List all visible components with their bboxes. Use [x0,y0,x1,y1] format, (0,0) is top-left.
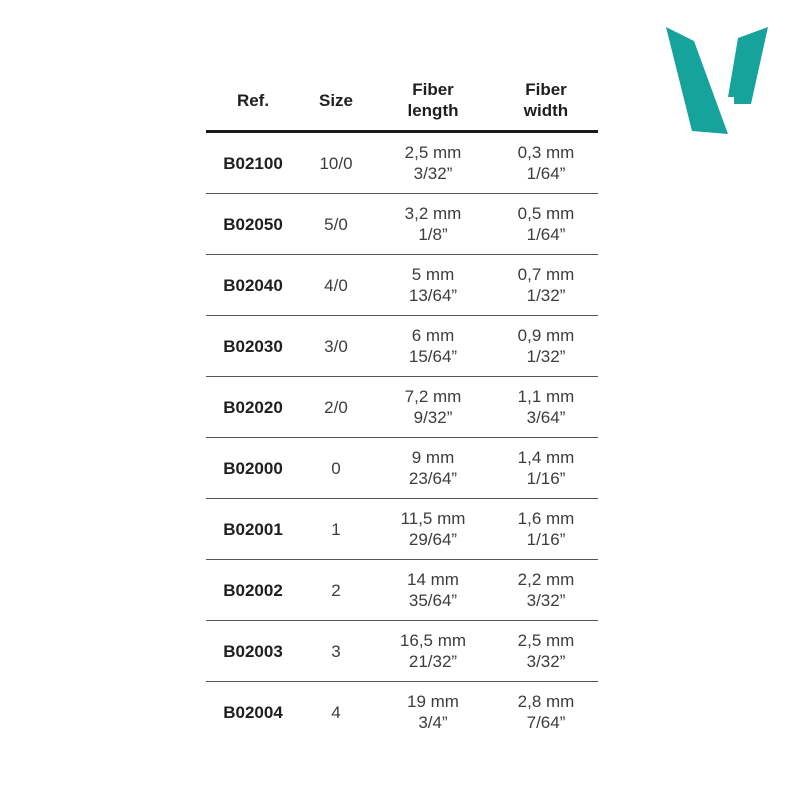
fiber-width-mm: 2,2 mm [517,570,575,589]
fiber-width-mm: 2,8 mm [517,692,575,711]
ref-cell: B02050 [206,194,300,255]
fiber-width-cell [494,560,598,621]
size-cell: 0 [300,438,372,499]
fiber-length-header-line2: length [407,101,459,120]
fiber-width-inches: 1/16” [526,469,566,488]
fiber-width-mm: 0,5 mm [517,204,575,223]
size-cell: 10/0 [300,132,372,194]
table-row [206,255,598,316]
fiber-length-cell [372,194,494,255]
fiber-width-cell [494,255,598,316]
fiber-length-mm: 14 mm [407,570,459,589]
fiber-length-mm: 2,5 mm [404,143,462,162]
v-logo-left-stroke [666,27,728,134]
table-row [206,377,598,438]
table-header [206,70,598,132]
fiber-length-inches: 15/64” [408,347,458,366]
fiber-length-mm: 19 mm [407,692,459,711]
fiber-length-column-header [372,70,494,132]
table-row [206,682,598,743]
fiber-width-mm: 0,3 mm [517,143,575,162]
v-logo-icon [655,20,780,140]
size-cell: 2 [300,560,372,621]
ref-cell: B02002 [206,560,300,621]
v-logo-right-stroke [728,27,768,104]
fiber-length-mm: 3,2 mm [404,204,462,223]
fiber-width-header-line1: Fiber [525,80,567,99]
fiber-length-mm: 16,5 mm [399,631,467,650]
ref-cell: B02001 [206,499,300,560]
fiber-length-inches: 29/64” [408,530,458,549]
fiber-width-cell [494,682,598,743]
fiber-length-inches: 3/4” [418,713,448,732]
fiber-length-cell [372,255,494,316]
ref-cell: B02000 [206,438,300,499]
fiber-length-cell [372,560,494,621]
fiber-length-cell [372,377,494,438]
fiber-width-cell [494,316,598,377]
fiber-width-cell [494,438,598,499]
fiber-width-cell [494,132,598,194]
fiber-width-mm: 1,1 mm [517,387,575,406]
fiber-width-inches: 3/64” [526,408,566,427]
table-body [206,132,598,743]
ref-cell: B02003 [206,621,300,682]
size-cell: 3 [300,621,372,682]
fiber-length-mm: 5 mm [411,265,455,284]
table-row [206,621,598,682]
fiber-width-cell [494,377,598,438]
ref-cell: B02020 [206,377,300,438]
size-cell: 2/0 [300,377,372,438]
size-cell: 5/0 [300,194,372,255]
fiber-length-cell [372,438,494,499]
fiber-length-mm: 9 mm [411,448,455,467]
spec-table-container [206,70,598,742]
fiber-width-mm: 0,9 mm [517,326,575,345]
table-row [206,438,598,499]
table-row [206,194,598,255]
fiber-length-cell [372,499,494,560]
fiber-width-mm: 1,4 mm [517,448,575,467]
table-row [206,499,598,560]
fiber-spec-table [206,70,598,742]
fiber-width-mm: 2,5 mm [517,631,575,650]
fiber-width-inches: 7/64” [526,713,566,732]
ref-cell: B02100 [206,132,300,194]
fiber-width-cell [494,194,598,255]
fiber-width-inches: 1/32” [526,347,566,366]
fiber-width-cell [494,499,598,560]
fiber-width-inches: 3/32” [526,652,566,671]
fiber-length-inches: 23/64” [408,469,458,488]
fiber-width-mm: 0,7 mm [517,265,575,284]
table-row [206,316,598,377]
size-cell: 1 [300,499,372,560]
fiber-length-inches: 9/32” [413,408,453,427]
size-column-header: Size [300,70,372,132]
fiber-length-header-line1: Fiber [412,80,454,99]
ref-column-header: Ref. [206,70,300,132]
fiber-width-mm: 1,6 mm [517,509,575,528]
fiber-width-cell [494,621,598,682]
fiber-length-inches: 35/64” [408,591,458,610]
fiber-length-mm: 7,2 mm [404,387,462,406]
fiber-width-inches: 1/64” [526,225,566,244]
fiber-width-inches: 1/16” [526,530,566,549]
ref-cell: B02040 [206,255,300,316]
fiber-length-cell [372,682,494,743]
fiber-length-inches: 3/32” [413,164,453,183]
fiber-width-column-header [494,70,598,132]
size-cell: 3/0 [300,316,372,377]
fiber-length-inches: 21/32” [408,652,458,671]
table-row [206,560,598,621]
fiber-width-inches: 3/32” [526,591,566,610]
size-cell: 4/0 [300,255,372,316]
fiber-length-cell [372,316,494,377]
fiber-width-inches: 1/64” [526,164,566,183]
fiber-width-header-line2: width [523,101,569,120]
brand-logo [655,20,780,140]
fiber-length-inches: 13/64” [408,286,458,305]
table-header-row [206,70,598,132]
table-row [206,132,598,194]
fiber-length-cell [372,132,494,194]
ref-cell: B02030 [206,316,300,377]
fiber-length-inches: 1/8” [418,225,448,244]
fiber-length-cell [372,621,494,682]
size-cell: 4 [331,702,341,722]
fiber-width-inches: 1/32” [526,286,566,305]
fiber-length-mm: 11,5 mm [400,509,466,528]
ref-cell: B02004 [223,702,283,722]
fiber-length-mm: 6 mm [411,326,455,345]
